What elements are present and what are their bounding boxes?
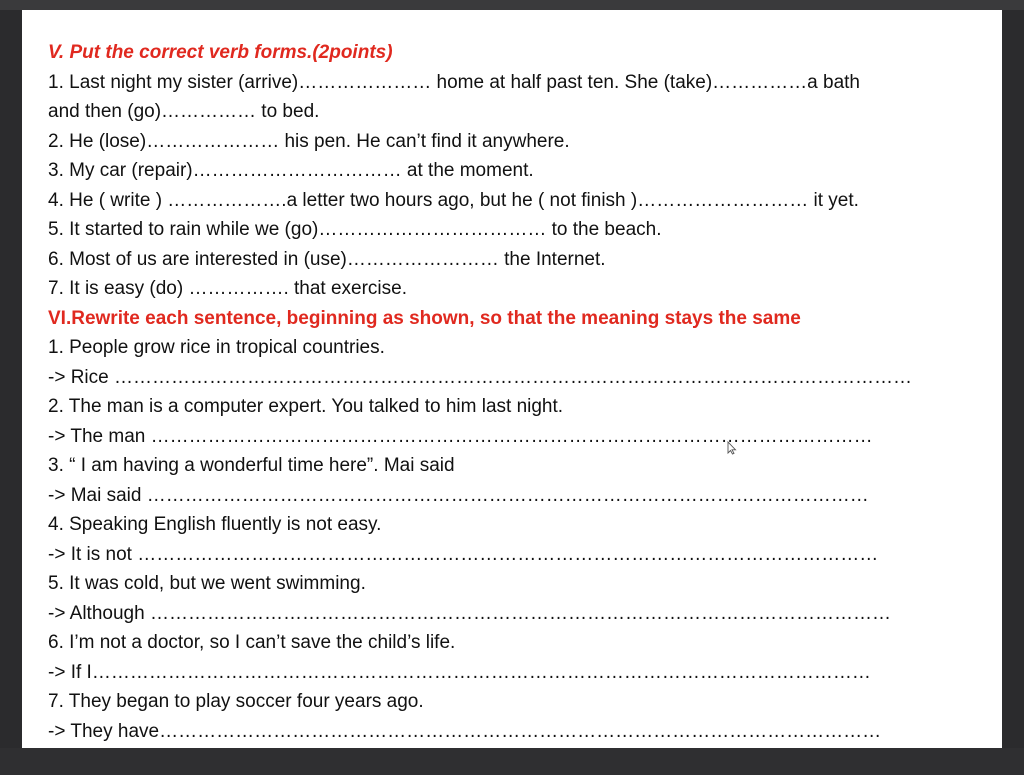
s6-line-10: -> Although ……………………………………………………………………………………………………… <box>48 602 891 624</box>
s6-line-9: 5. It was cold, but we went swimming. <box>48 573 366 594</box>
s6-line-11: 6. I’m not a doctor, so I can’t save the child’s life. <box>48 632 456 653</box>
s6-line-3: 2. The man is a computer expert. You talked to him last night. <box>48 396 564 417</box>
mouse-pointer-icon <box>727 441 737 455</box>
s5-line-7: 6. Most of us are interested in (use)…………………… the Internet. <box>48 248 606 270</box>
s5-line-3: 2. He (lose)………………… his pen. He can’t find it anywhere. <box>48 130 570 152</box>
s6-line-2: -> Rice ……………………………………………………………………………………………………………… <box>48 366 912 388</box>
s6-line-4: -> The man …………………………………………………………………………………………………… <box>48 425 873 447</box>
bottom-bar <box>0 748 1024 775</box>
s6-line-14: -> They have…………………………………………………………………………………………………… <box>48 720 882 742</box>
s5-line-1: 1. Last night my sister (arrive)………………… home at half past ten. She (take)……………a bath <box>48 71 860 93</box>
section-6-heading: VI.Rewrite each sentence, beginning as shown, so that the meaning stays the same <box>48 307 801 329</box>
worksheet-content <box>48 38 988 746</box>
s5-line-8: 7. It is easy (do) ……………. that exercise. <box>48 278 407 299</box>
s6-line-5: 3. “ I am having a wonderful time here”. Mai said <box>48 455 455 476</box>
s5-line-2: and then (go)…………… to bed. <box>48 101 320 122</box>
worksheet-page <box>22 10 1002 748</box>
s6-line-6: -> Mai said …………………………………………………………………………………………………… <box>48 484 869 506</box>
s6-line-12: -> If I…………………………………………………………………………………………………………… <box>48 661 871 683</box>
section-5-heading: V. Put the correct verb forms.(2points) <box>48 42 393 63</box>
top-bar <box>0 0 1024 10</box>
s6-line-13: 7. They began to play soccer four years ago. <box>48 691 424 712</box>
s5-line-5: 4. He ( write ) ……………….a letter two hours ago, but he ( not finish )……………………… it yet. <box>48 189 859 211</box>
s5-line-4: 3. My car (repair)…………………………… at the moment. <box>48 160 534 181</box>
s6-line-8: -> It is not ……………………………………………………………………………………………………… <box>48 543 879 565</box>
s5-line-6: 5. It started to rain while we (go)……………………………… to the beach. <box>48 219 662 240</box>
s6-line-1: 1. People grow rice in tropical countries. <box>48 337 385 358</box>
s6-line-7: 4. Speaking English fluently is not easy. <box>48 514 382 535</box>
